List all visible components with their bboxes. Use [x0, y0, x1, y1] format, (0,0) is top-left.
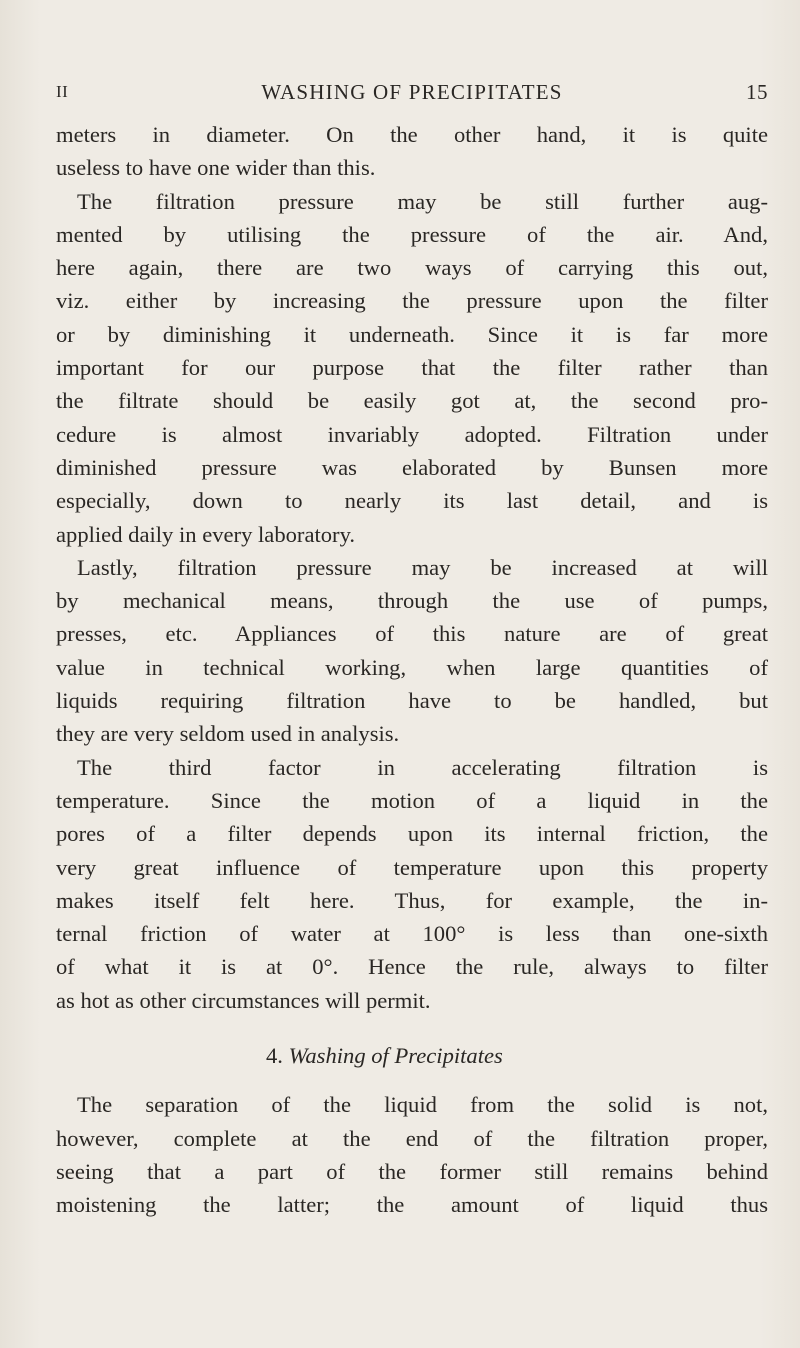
text-line: however, complete at the end of the filtration proper, — [56, 1125, 768, 1151]
chapter-number: II — [56, 82, 69, 101]
text-line: mented by utilising the pressure of the air. And, — [56, 221, 768, 247]
paragraph — [56, 118, 768, 185]
running-header — [56, 80, 768, 110]
text-line: ternal friction of water at 100° is less than one-sixth — [56, 921, 768, 947]
section-title: Washing of Precipitates — [288, 1043, 503, 1069]
body-text — [56, 118, 768, 1222]
text-line: meters in diameter. On the other hand, it is quite — [56, 122, 768, 147]
text-line: useless to have one wider than this. — [56, 155, 376, 181]
text-line: they are very seldom used in analysis. — [56, 721, 400, 747]
text-line: of what it is at 0°. Hence the rule, always to filter — [56, 954, 768, 980]
running-title: WASHING OF PRECIPITATES — [261, 80, 563, 104]
text-line: presses, etc. Appliances of this nature are of great — [56, 621, 768, 647]
paragraph — [56, 551, 768, 751]
text-line: temperature. Since the motion of a liquid in the — [56, 787, 768, 813]
text-line: or by diminishing it underneath. Since it is far more — [56, 321, 768, 347]
text-line: The filtration pressure may be still further aug- — [77, 188, 768, 214]
page-number: 15 — [746, 80, 768, 104]
text-line: moistening the latter; the amount of liquid thus — [56, 1192, 768, 1218]
text-line: cedure is almost invariably adopted. Filtration under — [56, 421, 768, 447]
text-line: pores of a filter depends upon its internal friction, the — [56, 821, 768, 847]
paragraph — [56, 751, 768, 1017]
text-line: viz. either by increasing the pressure upon the filter — [56, 288, 768, 314]
text-line: as hot as other circumstances will permit. — [56, 987, 431, 1013]
text-line: by mechanical means, through the use of pumps, — [56, 588, 768, 614]
text-line: the filtrate should be easily got at, the second pro- — [56, 388, 768, 414]
text-line: The separation of the liquid from the solid is not, — [77, 1092, 768, 1118]
text-line: The third factor in accelerating filtration is — [77, 754, 768, 780]
text-line: very great influence of temperature upon this property — [56, 854, 768, 880]
paragraph — [56, 1088, 768, 1221]
text-line: liquids requiring filtration have to be handled, but — [56, 688, 768, 714]
text-line: diminished pressure was elaborated by Bunsen more — [56, 454, 768, 480]
text-line: applied daily in every laboratory. — [56, 521, 356, 547]
paragraph — [56, 185, 768, 551]
text-line: especially, down to nearly its last detail, and is — [56, 488, 768, 514]
section-heading — [56, 1039, 768, 1072]
text-line: important for our purpose that the filter rather than — [56, 355, 768, 381]
text-line: Lastly, filtration pressure may be increased at will — [77, 554, 768, 580]
text-line: value in technical working, when large quantities of — [56, 654, 768, 680]
text-line: seeing that a part of the former still remains behind — [56, 1158, 768, 1184]
text-line: makes itself felt here. Thus, for example, the in- — [56, 887, 768, 913]
section-number: 4. — [266, 1043, 283, 1069]
text-line: here again, there are two ways of carrying this out, — [56, 255, 768, 281]
